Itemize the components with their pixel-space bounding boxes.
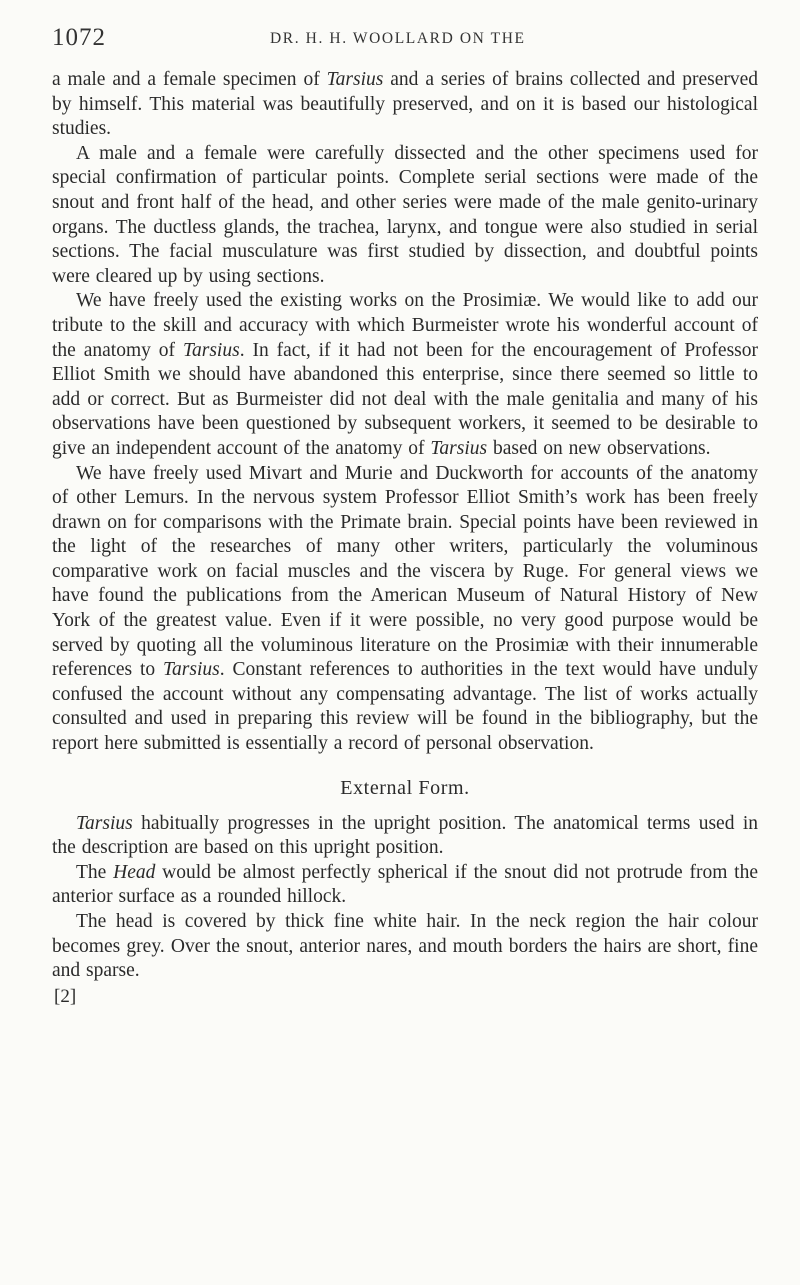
text-run: . Constant references to authorities in the text would have unduly confused the account without any compensating advantage. The list of works actually consulted and used in preparing this review will be found in the bibliography, but the report here submitted is essentially a record of personal observation. xyxy=(52,659,758,755)
text-run: a male and a female specimen of xyxy=(52,69,327,90)
external-form-paragraphs xyxy=(52,812,758,984)
paragraph xyxy=(52,462,758,757)
text-run: We have freely used the existing works on the Prosimiæ. We would like to add our tribute to the skill and accuracy with which Burmeister wrote his wonderful account of the anatomy of xyxy=(52,290,758,361)
text-run: habitually progresses in the upright position. The anatomical terms used in the description are based on this upright position. xyxy=(52,812,758,859)
text-run: The xyxy=(76,861,114,883)
text-run: . In fact, if it had not been for the encouragement of Professor Elliot Smith we should have abandoned this enterprise, since there seemed so little to add or correct. But as Burmeister did not deal with the male genitalia and many of his observations have been questioned by subsequent workers, it seemed to be desirable to give an independent account of the anatomy of xyxy=(52,339,758,459)
italic-term: Tarsius xyxy=(76,812,133,834)
paragraph xyxy=(52,861,758,910)
paragraph xyxy=(52,812,758,861)
page-body xyxy=(52,68,758,1008)
text-run: based on new observations. xyxy=(487,437,711,459)
signature-mark: [2] xyxy=(54,985,77,1007)
italic-term: Tarsius xyxy=(182,339,240,361)
paragraph xyxy=(52,142,758,290)
text-run: The head is covered by thick fine white hair. In the neck region the hair colour becomes grey. Over the snout, anterior nares, and mouth borders the hairs are short, fine and sparse. xyxy=(52,911,758,982)
text-run: We have freely used Mivart and Murie and Duckworth for accounts of the anatomy of other Lemurs. In the nervous system Professor Elliot Smith’s work has been freely drawn on for comparisons with the Primate brain. Special points have been reviewed in the light of the researches of many other writers, particularly the voluminous comparative work on facial muscles and the viscera by Ruge. For general views we have found the publications from the American Museum of Natural History of New York of the greatest value. Even if it were possible, no very good purpose would be served by quoting all the voluminous literature on the Prosimiæ with their innumerable references to xyxy=(52,462,758,681)
paragraph xyxy=(52,910,758,984)
italic-term: Tarsius xyxy=(162,659,220,681)
page-number: 1072 xyxy=(52,24,106,51)
text-run: would be almost perfectly spherical if the snout did not protrude from the anterior surface as a rounded hillock. xyxy=(52,861,758,908)
italic-term: Tarsius xyxy=(326,69,384,90)
text-run: A male and a female were carefully dissected and the other specimens used for special confirmation of particular points. Complete serial sections were made of the snout and front half of the head, and other series were made of the male genito-urinary organs. The ductless glands, the trachea, larynx, and tongue were also studied in serial sections. The facial musculature was first studied by dissection, and doubtful points were cleared up by using sections. xyxy=(52,142,758,287)
intro-paragraphs xyxy=(52,68,758,757)
italic-term: Tarsius xyxy=(430,437,488,459)
paragraph xyxy=(52,68,758,142)
italic-term: Head xyxy=(113,861,156,883)
text-run: and a series of brains collected and preserved by himself. This material was beautifully preserved, and on it is based our histological studies. xyxy=(52,69,758,140)
paragraph xyxy=(52,289,758,461)
page-header xyxy=(52,24,760,60)
section-heading: External Form. xyxy=(340,776,470,799)
running-head: DR. H. H. WOOLLARD ON THE xyxy=(270,30,526,47)
